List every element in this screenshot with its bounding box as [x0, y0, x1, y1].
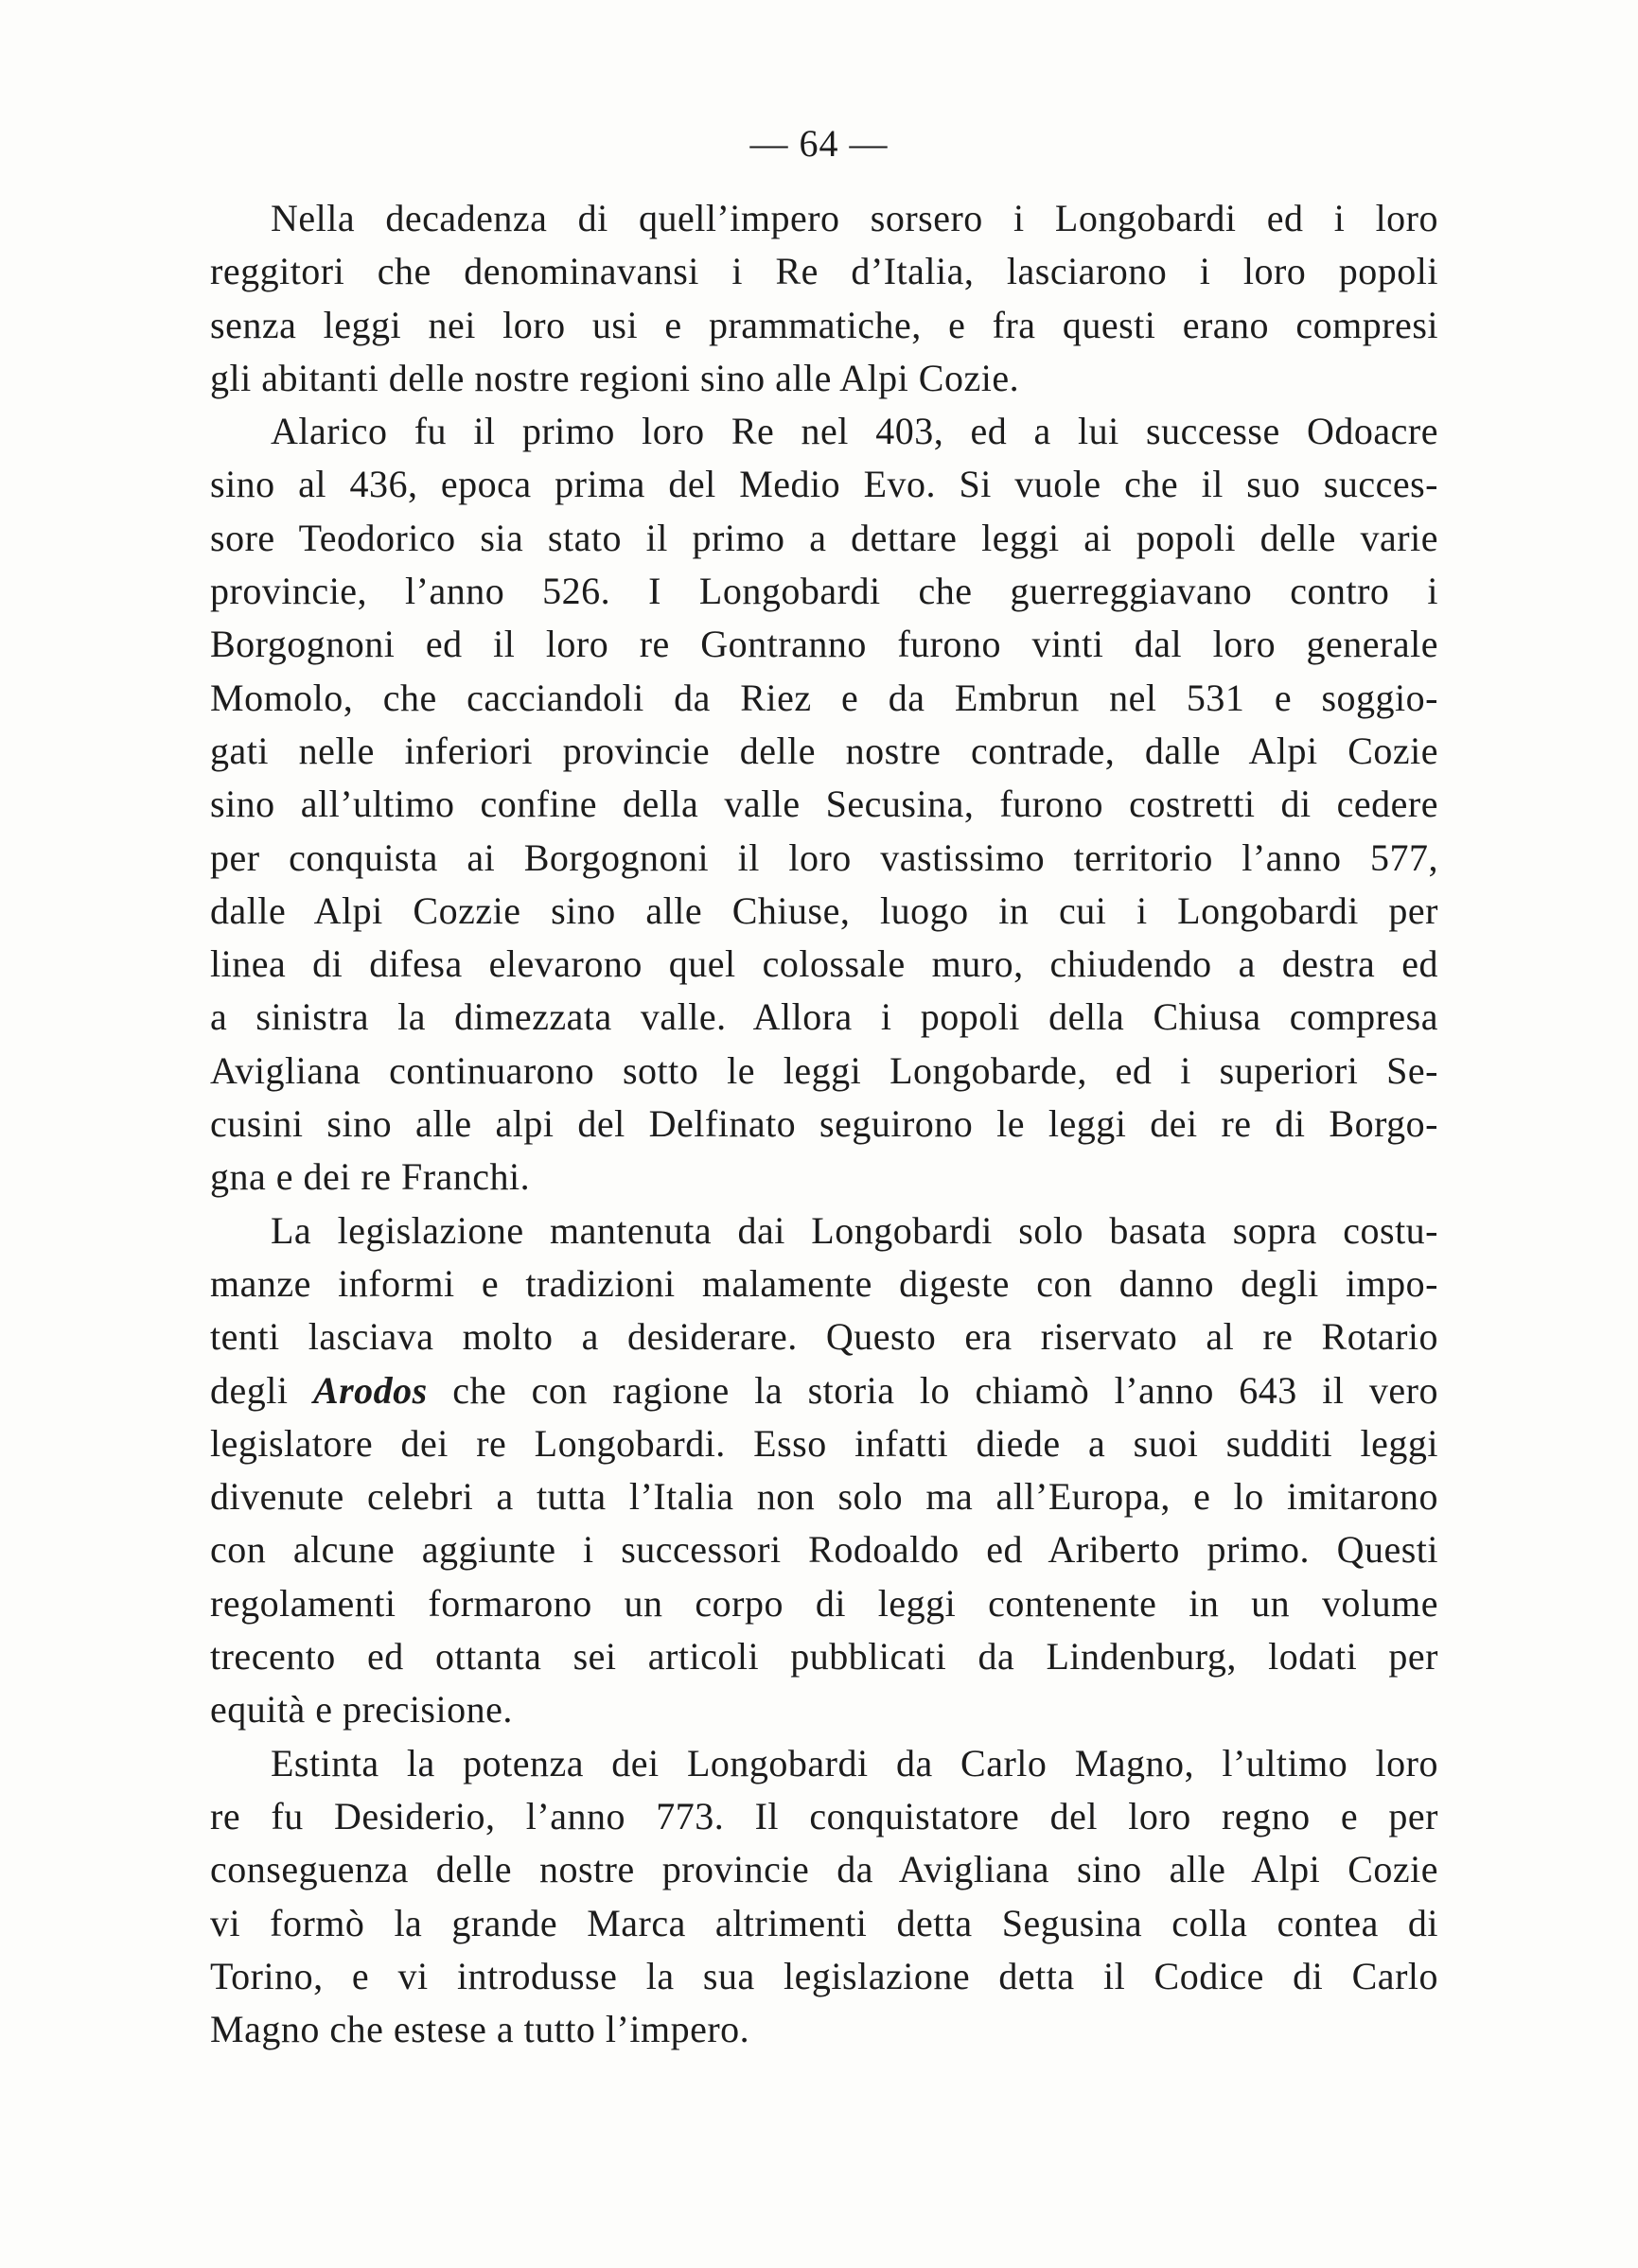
paragraph-4: [210, 1737, 1438, 2057]
text-line: tenti lasciava molto a desiderare. Questo era riservato al re Rotario: [210, 1315, 1438, 1359]
paragraph-2: [210, 405, 1438, 1204]
text-line: Torino, e vi introdusse la sua legislazione detta il Codice di Carlo: [210, 1954, 1438, 1997]
body-text: [210, 192, 1438, 2056]
text-line: sore Teodorico sia stato il primo a dettare leggi ai popoli delle varie: [210, 516, 1438, 559]
text-line: re fu Desiderio, l’anno 773. Il conquistatore del loro regno e per: [210, 1794, 1438, 1837]
text-line: equità e precisione.: [210, 1688, 513, 1732]
text-line: Borgognoni ed il loro re Gontranno furono vinti dal loro generale: [210, 623, 1438, 666]
text-line: gati nelle inferiori provincie delle nostre contrade, dalle Alpi Cozie: [210, 729, 1438, 772]
text-line: sino all’ultimo confine della valle Secusina, furono costretti di cedere: [210, 782, 1438, 826]
text-line: con alcune aggiunte i successori Rodoaldo ed Ariberto primo. Questi: [210, 1528, 1438, 1572]
italic-word: Arodos: [312, 1368, 428, 1412]
text-line: regolamenti formarono un corpo di leggi contenente in un volume: [210, 1581, 1438, 1625]
text-line: La legislazione mantenuta dai Longobardi solo basata sopra costu-: [271, 1208, 1438, 1252]
text-line: gna e dei re Franchi.: [210, 1155, 531, 1199]
text-line: vi formò la grande Marca altrimenti detta Segusina colla contea di: [210, 1901, 1438, 1944]
text-line: trecento ed ottanta sei articoli pubblicati da Lindenburg, lodati per: [210, 1635, 1438, 1679]
text-line-with-italic: degli Arodos che con ragione la storia lo chiamò l’anno 643 il vero: [210, 1368, 1438, 1412]
text-line: Magno che estese a tutto l’impero.: [210, 2008, 750, 2051]
paragraph-3: [210, 1204, 1438, 1737]
text-line: dalle Alpi Cozzie sino alle Chiuse, luogo in cui i Longobardi per: [210, 888, 1438, 932]
text-line: a sinistra la dimezzata valle. Allora i popoli della Chiusa compresa: [210, 995, 1438, 1039]
page-number: — 64 —: [749, 122, 889, 165]
text-line: gli abitanti delle nostre regioni sino alle Alpi Cozie.: [210, 356, 1020, 399]
text-line: legislatore dei re Longobardi. Esso infatti diede a suoi sudditi leggi: [210, 1421, 1438, 1465]
text-line: cusini sino alle alpi del Delfinato seguirono le leggi dei re di Borgo-: [210, 1102, 1438, 1146]
text-line: Alarico fu il primo loro Re nel 403, ed a lui successe Odoacre: [271, 410, 1438, 453]
text-line: reggitori che denominavansi i Re d’Italia, lasciarono i loro popoli: [210, 250, 1438, 293]
text-line: linea di difesa elevarono quel colossale muro, chiudendo a destra ed: [210, 942, 1438, 986]
text-line: Nella decadenza di quell’impero sorsero i Longobardi ed i loro: [271, 197, 1438, 239]
text-line: divenute celebri a tutta l’Italia non solo ma all’Europa, e lo imitarono: [210, 1475, 1438, 1519]
text-line: Avigliana continuarono sotto le leggi Longobarde, ed i superiori Se-: [210, 1048, 1438, 1092]
text-line: per conquista ai Borgognoni il loro vastissimo territorio l’anno 577,: [210, 835, 1438, 879]
text-line: senza leggi nei loro usi e prammatiche, e fra questi erano compresi: [210, 303, 1438, 346]
paragraph-1: [210, 192, 1438, 405]
text-line: manze informi e tradizioni malamente digeste con danno degli impo-: [210, 1261, 1438, 1305]
text-line: conseguenza delle nostre provincie da Avigliana sino alle Alpi Cozie: [210, 1848, 1438, 1891]
text-line: Estinta la potenza dei Longobardi da Carlo Magno, l’ultimo loro: [271, 1741, 1438, 1785]
text-line: sino al 436, epoca prima del Medio Evo. Si vuole che il suo succes-: [210, 463, 1438, 506]
text-line: provincie, l’anno 526. I Longobardi che guerreggiavano contro i: [210, 570, 1438, 613]
text-line: Momolo, che cacciandoli da Riez e da Embrun nel 531 e soggio-: [210, 676, 1438, 719]
